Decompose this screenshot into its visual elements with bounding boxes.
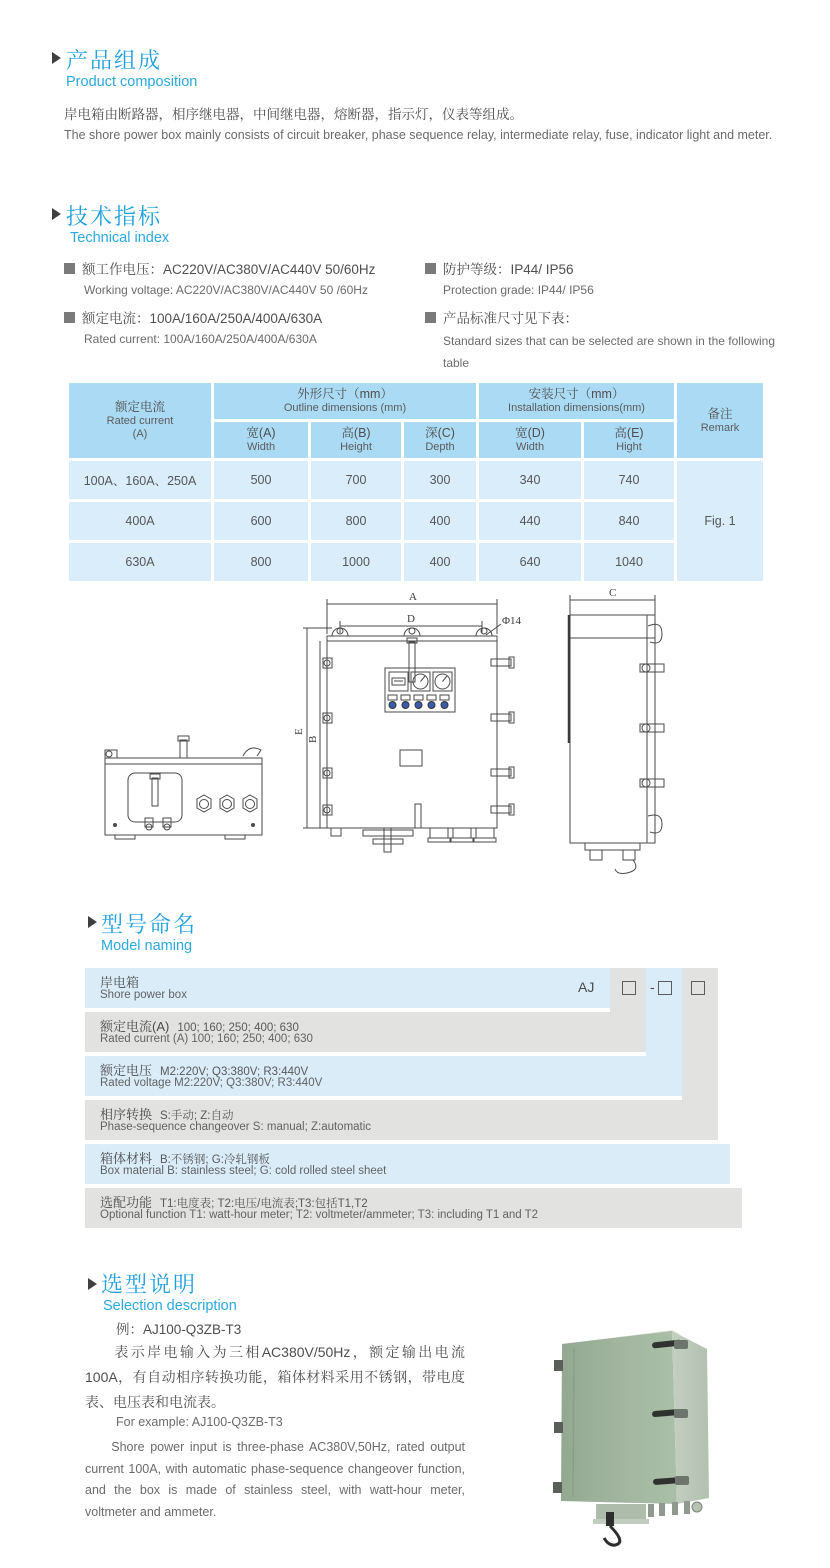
spec-item: 产品标准尺寸见下表：	[425, 307, 578, 327]
model-title-en: Model naming	[101, 938, 193, 954]
model-code-box	[691, 981, 705, 995]
meter-panel	[385, 668, 455, 712]
latches	[491, 657, 514, 815]
spec-item: 额工作电压：AC220V/AC380V/AC440V 50/60Hz	[64, 258, 375, 278]
th-rated-current: 额定电流 Rated current (A)	[69, 383, 211, 458]
spec-item: 额定电流：100A/160A/250A/400A/630A	[64, 307, 322, 327]
table-row: 100A、160A、250A 500 700 300 340 740 Fig. 1	[69, 461, 763, 499]
indicator-lamps	[388, 695, 449, 709]
model-row: 额定电流(A) 100; 160; 250; 400; 630 Rated current (A) 100; 160; 250; 400; 630	[85, 1012, 646, 1052]
spec-item-en: Working voltage: AC220V/AC380V/AC440V 50 /60Hz	[84, 283, 368, 297]
model-code-prefix: AJ	[578, 979, 595, 995]
section-arrow-icon	[52, 52, 61, 64]
section-arrow-icon	[88, 916, 97, 928]
bullet-square-icon	[425, 263, 436, 274]
composition-body-zh: 岸电箱由断路器，相序继电器，中间继电器，熔断器，指示灯，仪表等组成。	[64, 107, 523, 122]
side-view	[569, 587, 664, 874]
selection-title-en: Selection description	[103, 1298, 237, 1314]
model-code-box	[658, 981, 672, 995]
spec-item-en: Protection grade: IP44/ IP56	[443, 283, 594, 297]
remark-cell: Fig. 1	[677, 461, 763, 581]
selection-title-zh: 选型说明	[101, 1272, 198, 1297]
dim-label-d: D	[407, 613, 415, 625]
model-row-product: 岸电箱 Shore power box	[85, 968, 610, 1008]
technical-drawing	[85, 578, 775, 878]
th-hight-e: 高(E) Hight	[584, 422, 674, 458]
model-row: 箱体材料 B:不锈钢; G:冷轧钢板 Box material B: stainless steel; G: cold rolled steel sheet	[85, 1144, 730, 1184]
section-arrow-icon	[88, 1278, 97, 1290]
spec-item-en: Rated current: 100A/160A/250A/400A/630A	[84, 332, 317, 346]
selection-example-en: For example: AJ100-Q3ZB-T3	[116, 1415, 283, 1429]
bullet-square-icon	[425, 312, 436, 323]
th-height-b: 高(B) Height	[311, 422, 401, 458]
model-code-box	[622, 981, 636, 995]
model-row: 额定电压 M2:220V; Q3:380V; R3:440V Rated voltage M2:220V; Q3:380V; R3:440V	[85, 1056, 682, 1096]
bullet-square-icon	[64, 312, 75, 323]
composition-title-zh: 产品组成	[66, 48, 163, 73]
th-install-dims: 安装尺寸（mm） Installation dimensions(mm)	[479, 383, 674, 419]
section-arrow-icon	[52, 208, 61, 220]
th-outline-dims: 外形尺寸（mm） Outline dimensions (mm)	[214, 383, 476, 419]
dim-label-a: A	[409, 591, 417, 603]
dim-label-c: C	[609, 587, 617, 599]
table-row: 400A 600 800 400 440 840	[69, 502, 763, 540]
th-width-a: 宽(A) Width	[214, 422, 308, 458]
technical-title-zh: 技术指标	[66, 204, 163, 229]
model-title-zh: 型号命名	[101, 912, 198, 937]
composition-body-en: The shore power box mainly consists of circuit breaker, phase sequence relay, intermediate relay, fuse, indicator light and meter.	[64, 128, 773, 142]
cable-glands	[428, 828, 496, 842]
th-remark: 备注 Remark	[677, 383, 763, 458]
table-row: 630A 800 1000 400 640 1040	[69, 543, 763, 581]
dim-label-b: B	[307, 735, 319, 743]
model-row: 选配功能 T1:电度表; T2:电压/电流表;T3:包括T1,T2 Optional function T1: watt-hour meter; T2: voltmeter/ammeter; T3: including T1 and T2	[85, 1188, 742, 1228]
gland-hexagons	[197, 795, 257, 812]
model-row: 相序转换 S:手动; Z:自动 Phase-sequence changeover S: manual; Z:automatic	[85, 1100, 718, 1140]
th-depth-c: 深(C) Depth	[404, 422, 476, 458]
selection-body-zh: 表示岸电输入为三相AC380V/50Hz，额定输出电流100A，有自动相序转换功能，箱体材料采用不锈钢，带电度表、电压表和电流表。	[85, 1344, 465, 1410]
dim-label-phi14: Φ14	[502, 615, 522, 627]
dim-label-e: E	[293, 728, 305, 735]
spec-item: 防护等级：IP44/ IP56	[425, 258, 574, 278]
bullet-square-icon	[64, 263, 75, 274]
product-photo	[540, 1300, 830, 1568]
technical-title-en: Technical index	[70, 230, 170, 246]
dimension-table	[66, 380, 766, 584]
th-width-d: 宽(D) Width	[479, 422, 581, 458]
cabinet	[553, 1330, 709, 1545]
composition-title-en: Product composition	[66, 74, 198, 90]
front-view	[293, 591, 522, 852]
bottom-view	[105, 736, 262, 839]
selection-example-zh: 例：AJ100-Q3ZB-T3	[116, 1322, 242, 1337]
model-code-separator: -	[650, 979, 655, 995]
spec-item-en: Standard sizes that can be selected are shown in the following table	[443, 334, 775, 370]
selection-body-en: Shore power input is three-phase AC380V,50Hz, rated output current 100A, with automatic phase-sequence changeover function, and the box is made of stainless steel, with watt-hour meter, voltmeter and ammeter.	[85, 1440, 465, 1519]
